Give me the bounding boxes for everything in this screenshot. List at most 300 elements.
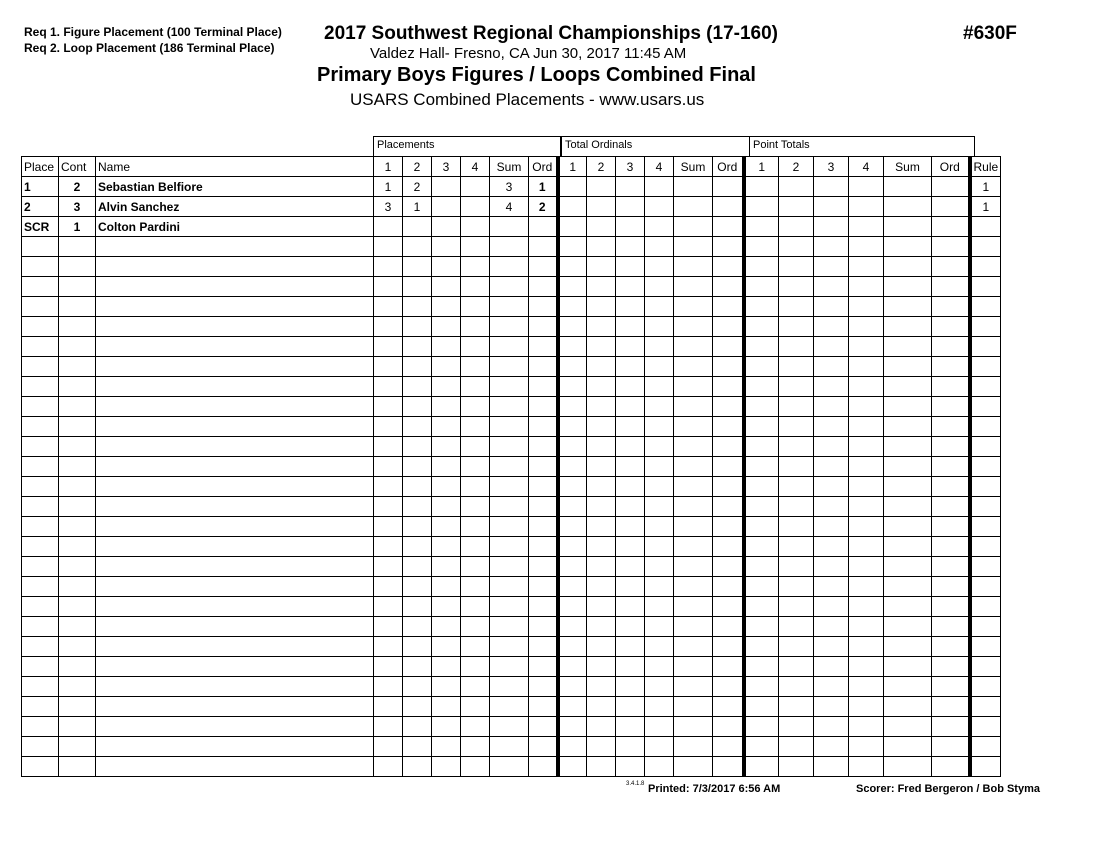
table-cell <box>849 377 884 397</box>
table-cell <box>970 517 1001 537</box>
table-cell <box>779 297 814 317</box>
table-cell <box>932 257 970 277</box>
table-cell <box>713 497 744 517</box>
table-cell <box>22 257 59 277</box>
table-cell <box>713 417 744 437</box>
table-cell <box>849 557 884 577</box>
table-cell <box>96 377 374 397</box>
table-cell <box>403 437 432 457</box>
table-cell <box>490 537 529 557</box>
table-cell <box>529 557 558 577</box>
table-cell <box>461 437 490 457</box>
table-cell: 1 <box>374 177 403 197</box>
table-cell <box>432 557 461 577</box>
table-cell <box>814 537 849 557</box>
table-cell <box>970 597 1001 617</box>
table-cell <box>849 237 884 257</box>
table-cell <box>814 557 849 577</box>
table-cell <box>529 317 558 337</box>
table-cell <box>490 277 529 297</box>
table-cell <box>432 297 461 317</box>
table-cell <box>374 637 403 657</box>
table-cell <box>884 377 932 397</box>
table-cell <box>814 677 849 697</box>
table-cell <box>849 677 884 697</box>
table-cell <box>744 517 779 537</box>
table-cell: 1 <box>529 177 558 197</box>
table-cell <box>22 537 59 557</box>
table-cell <box>849 197 884 217</box>
table-cell <box>529 697 558 717</box>
table-cell <box>403 737 432 757</box>
table-cell <box>814 437 849 457</box>
table-cell <box>674 217 713 237</box>
table-cell <box>59 337 96 357</box>
column-header-row <box>22 157 1001 177</box>
table-cell <box>970 697 1001 717</box>
table-cell <box>374 537 403 557</box>
table-cell <box>22 477 59 497</box>
table-cell <box>779 177 814 197</box>
table-cell <box>674 557 713 577</box>
event-number: #630F <box>963 23 1017 44</box>
table-cell <box>461 737 490 757</box>
table-row <box>22 477 1001 497</box>
table-cell <box>779 397 814 417</box>
table-cell <box>22 597 59 617</box>
table-cell <box>970 297 1001 317</box>
table-cell <box>674 577 713 597</box>
table-cell <box>461 377 490 397</box>
table-cell <box>558 717 587 737</box>
table-cell <box>59 377 96 397</box>
table-cell <box>403 297 432 317</box>
table-cell <box>779 277 814 297</box>
table-cell <box>432 617 461 637</box>
table-cell <box>490 377 529 397</box>
table-cell <box>674 537 713 557</box>
table-cell <box>713 517 744 537</box>
table-cell <box>616 177 645 197</box>
table-cell <box>970 617 1001 637</box>
table-cell <box>403 477 432 497</box>
table-cell <box>849 597 884 617</box>
table-cell <box>713 757 744 777</box>
table-cell <box>490 577 529 597</box>
table-cell <box>849 257 884 277</box>
table-cell <box>374 717 403 737</box>
table-row <box>22 397 1001 417</box>
table-row <box>22 417 1001 437</box>
table-cell <box>616 557 645 577</box>
table-cell <box>96 557 374 577</box>
table-cell <box>849 477 884 497</box>
table-cell <box>932 217 970 237</box>
table-cell <box>814 277 849 297</box>
table-cell <box>374 377 403 397</box>
table-cell <box>403 557 432 577</box>
table-cell <box>490 297 529 317</box>
table-cell <box>814 397 849 417</box>
table-cell <box>59 677 96 697</box>
table-cell <box>849 357 884 377</box>
table-cell <box>884 297 932 317</box>
table-cell <box>616 317 645 337</box>
table-cell <box>529 637 558 657</box>
table-cell <box>884 197 932 217</box>
table-cell <box>558 577 587 597</box>
table-cell <box>374 297 403 317</box>
table-cell <box>461 337 490 357</box>
table-cell <box>779 477 814 497</box>
table-cell <box>432 397 461 417</box>
table-cell <box>490 657 529 677</box>
table-cell <box>22 557 59 577</box>
table-cell <box>432 337 461 357</box>
table-cell <box>814 237 849 257</box>
table-cell <box>490 357 529 377</box>
table-cell: 1 <box>970 197 1001 217</box>
table-cell <box>490 497 529 517</box>
table-cell <box>814 657 849 677</box>
table-cell <box>814 737 849 757</box>
table-row <box>22 697 1001 717</box>
table-cell <box>713 357 744 377</box>
table-cell <box>814 457 849 477</box>
table-cell <box>616 237 645 257</box>
total-ordinals-group-label: Total Ordinals <box>561 136 750 156</box>
table-cell <box>713 557 744 577</box>
table-cell <box>645 377 674 397</box>
table-cell <box>674 417 713 437</box>
table-cell <box>374 457 403 477</box>
table-cell <box>713 717 744 737</box>
table-cell <box>529 597 558 617</box>
table-cell <box>432 437 461 457</box>
table-cell <box>932 557 970 577</box>
table-cell <box>22 417 59 437</box>
column-header: Place <box>22 157 59 177</box>
table-cell <box>558 377 587 397</box>
table-cell <box>59 757 96 777</box>
table-cell <box>932 237 970 257</box>
placements-group-label: Placements <box>373 136 561 156</box>
table-cell <box>558 357 587 377</box>
table-cell <box>616 277 645 297</box>
table-cell <box>674 597 713 617</box>
table-cell <box>779 717 814 737</box>
table-cell <box>674 497 713 517</box>
column-header: Rule <box>970 157 1001 177</box>
table-cell <box>849 657 884 677</box>
table-cell <box>22 237 59 257</box>
table-cell <box>403 677 432 697</box>
table-cell <box>59 557 96 577</box>
table-cell <box>744 457 779 477</box>
table-cell <box>96 497 374 517</box>
table-row <box>22 337 1001 357</box>
column-header: 1 <box>744 157 779 177</box>
table-cell <box>744 317 779 337</box>
table-cell <box>403 457 432 477</box>
table-cell <box>779 337 814 357</box>
table-cell <box>432 537 461 557</box>
table-cell <box>22 457 59 477</box>
table-cell <box>432 497 461 517</box>
table-cell <box>22 497 59 517</box>
table-cell: 3 <box>490 177 529 197</box>
table-row <box>22 577 1001 597</box>
column-header: Sum <box>674 157 713 177</box>
table-cell <box>403 617 432 637</box>
table-cell <box>558 517 587 537</box>
table-cell <box>22 697 59 717</box>
table-cell <box>849 437 884 457</box>
table-cell <box>744 637 779 657</box>
table-cell <box>970 537 1001 557</box>
table-cell <box>616 457 645 477</box>
table-cell <box>970 397 1001 417</box>
table-cell: 4 <box>490 197 529 217</box>
table-cell <box>96 677 374 697</box>
table-cell <box>645 697 674 717</box>
table-cell <box>432 697 461 717</box>
table-row <box>22 357 1001 377</box>
table-cell <box>814 697 849 717</box>
page-title: 2017 Southwest Regional Championships (17-160) <box>324 23 778 44</box>
table-cell <box>884 557 932 577</box>
table-cell <box>645 417 674 437</box>
table-cell <box>59 717 96 737</box>
table-cell <box>779 537 814 557</box>
table-cell <box>779 757 814 777</box>
table-cell <box>674 757 713 777</box>
table-cell <box>461 417 490 437</box>
table-cell <box>713 337 744 357</box>
table-cell <box>432 377 461 397</box>
table-cell <box>490 617 529 637</box>
table-cell <box>814 477 849 497</box>
column-header: 2 <box>403 157 432 177</box>
table-cell <box>713 577 744 597</box>
table-cell <box>616 737 645 757</box>
table-cell <box>779 657 814 677</box>
table-cell <box>461 357 490 377</box>
table-cell <box>587 477 616 497</box>
table-cell <box>713 597 744 617</box>
table-cell <box>970 437 1001 457</box>
table-cell <box>490 557 529 577</box>
table-cell <box>96 417 374 437</box>
table-cell <box>374 337 403 357</box>
table-cell <box>374 597 403 617</box>
table-cell <box>970 237 1001 257</box>
table-cell <box>645 177 674 197</box>
table-cell <box>587 537 616 557</box>
table-cell <box>849 577 884 597</box>
table-row <box>22 297 1001 317</box>
table-cell <box>779 597 814 617</box>
table-cell: 2 <box>22 197 59 217</box>
table-cell <box>96 477 374 497</box>
table-cell <box>59 637 96 657</box>
table-cell <box>59 357 96 377</box>
table-cell <box>558 417 587 437</box>
table-cell <box>779 737 814 757</box>
table-cell <box>96 457 374 477</box>
table-cell <box>932 537 970 557</box>
table-cell <box>616 677 645 697</box>
table-cell <box>461 757 490 777</box>
table-cell <box>558 437 587 457</box>
table-cell <box>529 397 558 417</box>
table-cell <box>744 377 779 397</box>
table-cell <box>932 637 970 657</box>
table-cell <box>814 637 849 657</box>
table-cell <box>932 737 970 757</box>
table-cell <box>587 237 616 257</box>
table-row <box>22 597 1001 617</box>
table-cell <box>884 697 932 717</box>
table-cell <box>849 717 884 737</box>
table-cell <box>849 217 884 237</box>
table-cell <box>22 337 59 357</box>
table-cell <box>849 637 884 657</box>
table-cell <box>59 517 96 537</box>
table-cell <box>970 677 1001 697</box>
table-cell <box>932 597 970 617</box>
table-cell <box>529 417 558 437</box>
table-cell <box>616 637 645 657</box>
table-cell <box>22 377 59 397</box>
table-cell <box>374 357 403 377</box>
table-cell <box>645 737 674 757</box>
table-cell <box>22 357 59 377</box>
table-cell <box>587 737 616 757</box>
table-cell <box>461 557 490 577</box>
table-cell <box>490 457 529 477</box>
table-cell <box>529 237 558 257</box>
table-cell <box>96 757 374 777</box>
table-cell <box>587 357 616 377</box>
table-cell <box>461 477 490 497</box>
table-cell <box>970 457 1001 477</box>
table-cell <box>587 637 616 657</box>
table-cell <box>616 657 645 677</box>
table-cell <box>932 357 970 377</box>
table-row <box>22 257 1001 277</box>
table-cell <box>616 597 645 617</box>
table-cell <box>744 237 779 257</box>
table-cell <box>814 297 849 317</box>
table-cell <box>779 577 814 597</box>
table-cell <box>374 497 403 517</box>
table-cell <box>96 317 374 337</box>
table-cell <box>374 397 403 417</box>
table-cell <box>645 297 674 317</box>
table-cell <box>529 757 558 777</box>
table-cell <box>849 537 884 557</box>
table-cell <box>744 357 779 377</box>
table-cell <box>932 197 970 217</box>
table-cell <box>849 497 884 517</box>
table-cell <box>22 677 59 697</box>
table-cell <box>616 697 645 717</box>
table-cell <box>713 257 744 277</box>
table-cell <box>849 397 884 417</box>
table-cell <box>932 677 970 697</box>
table-cell <box>59 437 96 457</box>
table-cell <box>849 177 884 197</box>
table-cell <box>616 477 645 497</box>
table-cell <box>558 177 587 197</box>
table-cell <box>96 357 374 377</box>
column-header: Sum <box>490 157 529 177</box>
table-row <box>22 497 1001 517</box>
table-cell <box>529 537 558 557</box>
table-cell <box>490 477 529 497</box>
table-cell <box>432 517 461 537</box>
table-row <box>22 217 1001 237</box>
table-cell <box>587 257 616 277</box>
table-cell <box>432 757 461 777</box>
table-cell <box>403 237 432 257</box>
table-cell <box>744 337 779 357</box>
table-cell <box>96 437 374 457</box>
table-cell <box>403 657 432 677</box>
table-cell <box>645 557 674 577</box>
table-cell <box>779 237 814 257</box>
table-cell <box>529 217 558 237</box>
table-cell <box>674 617 713 637</box>
table-cell <box>59 257 96 277</box>
table-cell <box>587 517 616 537</box>
table-cell <box>22 437 59 457</box>
table-cell <box>529 437 558 457</box>
table-cell <box>59 657 96 677</box>
results-table <box>21 156 1001 777</box>
table-cell <box>674 717 713 737</box>
table-cell <box>674 277 713 297</box>
table-cell <box>59 497 96 517</box>
table-cell <box>744 417 779 437</box>
table-cell <box>529 357 558 377</box>
table-cell <box>674 177 713 197</box>
table-cell <box>432 257 461 277</box>
table-cell <box>645 637 674 657</box>
table-cell <box>616 257 645 277</box>
table-cell <box>932 457 970 477</box>
table-cell <box>932 497 970 517</box>
table-cell <box>970 557 1001 577</box>
table-row <box>22 677 1001 697</box>
table-cell <box>432 217 461 237</box>
table-cell <box>814 377 849 397</box>
table-cell <box>779 497 814 517</box>
table-cell <box>779 357 814 377</box>
table-cell <box>461 217 490 237</box>
point-totals-group-label: Point Totals <box>749 136 975 156</box>
table-cell <box>932 657 970 677</box>
table-cell <box>490 717 529 737</box>
column-header: 4 <box>849 157 884 177</box>
table-cell <box>587 397 616 417</box>
table-cell <box>616 197 645 217</box>
table-cell <box>59 697 96 717</box>
table-cell <box>529 497 558 517</box>
table-cell <box>932 277 970 297</box>
table-cell <box>645 477 674 497</box>
